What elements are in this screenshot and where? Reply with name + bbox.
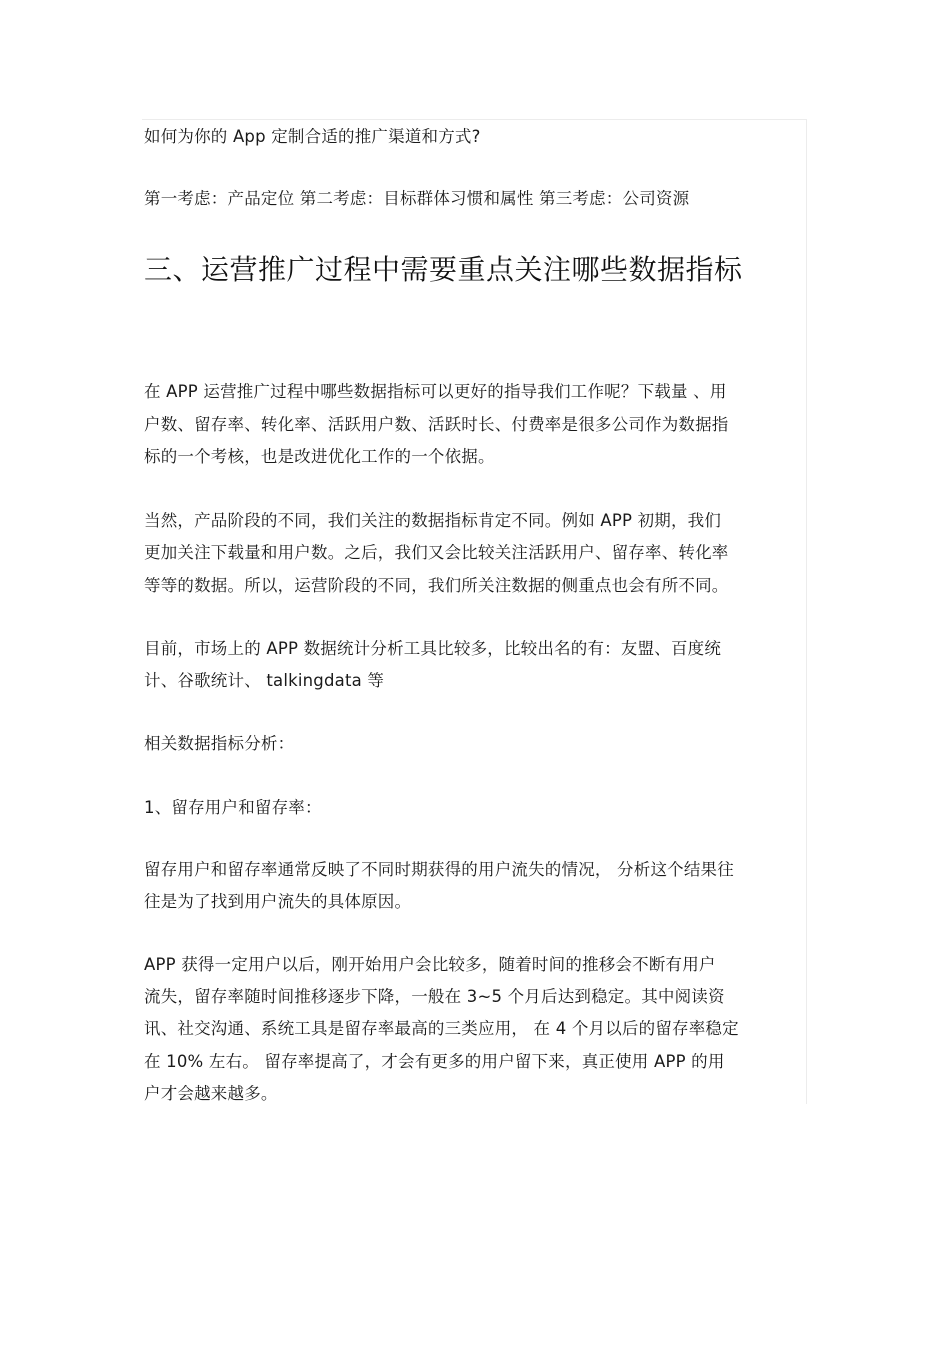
paragraph-line: 往是为了找到用户流失的具体原因。: [144, 892, 412, 911]
paragraph-line: 在 10% 左右。 留存率提高了，才会有更多的用户留下来，真正使用 APP 的用: [144, 1052, 725, 1071]
paragraph-line: 等等的数据。所以，运营阶段的不同，我们所关注数据的侧重点也会有所不同。: [144, 576, 729, 595]
considerations-line: 第一考虑：产品定位 第二考虑：目标群体习惯和属性 第三考虑：公司资源: [144, 189, 690, 208]
paragraph-line: 户数、留存率、转化率、活跃用户数、活跃时长、付费率是很多公司作为数据指: [144, 415, 729, 434]
paragraph-line: 更加关注下载量和用户数。之后，我们又会比较关注活跃用户、留存率、转化率: [144, 543, 729, 562]
paragraph-line: 流失，留存率随时间推移逐步下降，一般在 3~5 个月后达到稳定。其中阅读资: [144, 987, 725, 1006]
intro-question: 如何为你的 App 定制合适的推广渠道和方式?: [144, 127, 481, 146]
metrics-analysis-label: 相关数据指标分析：: [144, 734, 295, 753]
paragraph-line: 户才会越来越多。: [144, 1084, 278, 1103]
paragraph-line: APP 获得一定用户以后，刚开始用户会比较多，随着时间的推移会不断有用户: [144, 955, 716, 974]
paragraph-line: 在 APP 运营推广过程中哪些数据指标可以更好的指导我们工作呢？下载量 、用: [144, 382, 727, 401]
retention-subheading: 1、留存用户和留存率：: [144, 798, 322, 817]
paragraph-line: 讯、社交沟通、系统工具是留存率最高的三类应用， 在 4 个月以后的留存率稳定: [144, 1019, 739, 1038]
paragraph-line: 标的一个考核，也是改进优化工作的一个依据。: [144, 447, 495, 466]
paragraph-line: 当然，产品阶段的不同，我们关注的数据指标肯定不同。例如 APP 初期，我们: [144, 511, 722, 530]
section-title: 三、运营推广过程中需要重点关注哪些数据指标: [144, 253, 743, 286]
paragraph-line: 目前，市场上的 APP 数据统计分析工具比较多，比较出名的有：友盟、百度统: [144, 639, 722, 658]
paragraph-line: 计、谷歌统计、 talkingdata 等: [144, 671, 385, 690]
paragraph-line: 留存用户和留存率通常反映了不同时期获得的用户流失的情况， 分析这个结果往: [144, 860, 734, 879]
